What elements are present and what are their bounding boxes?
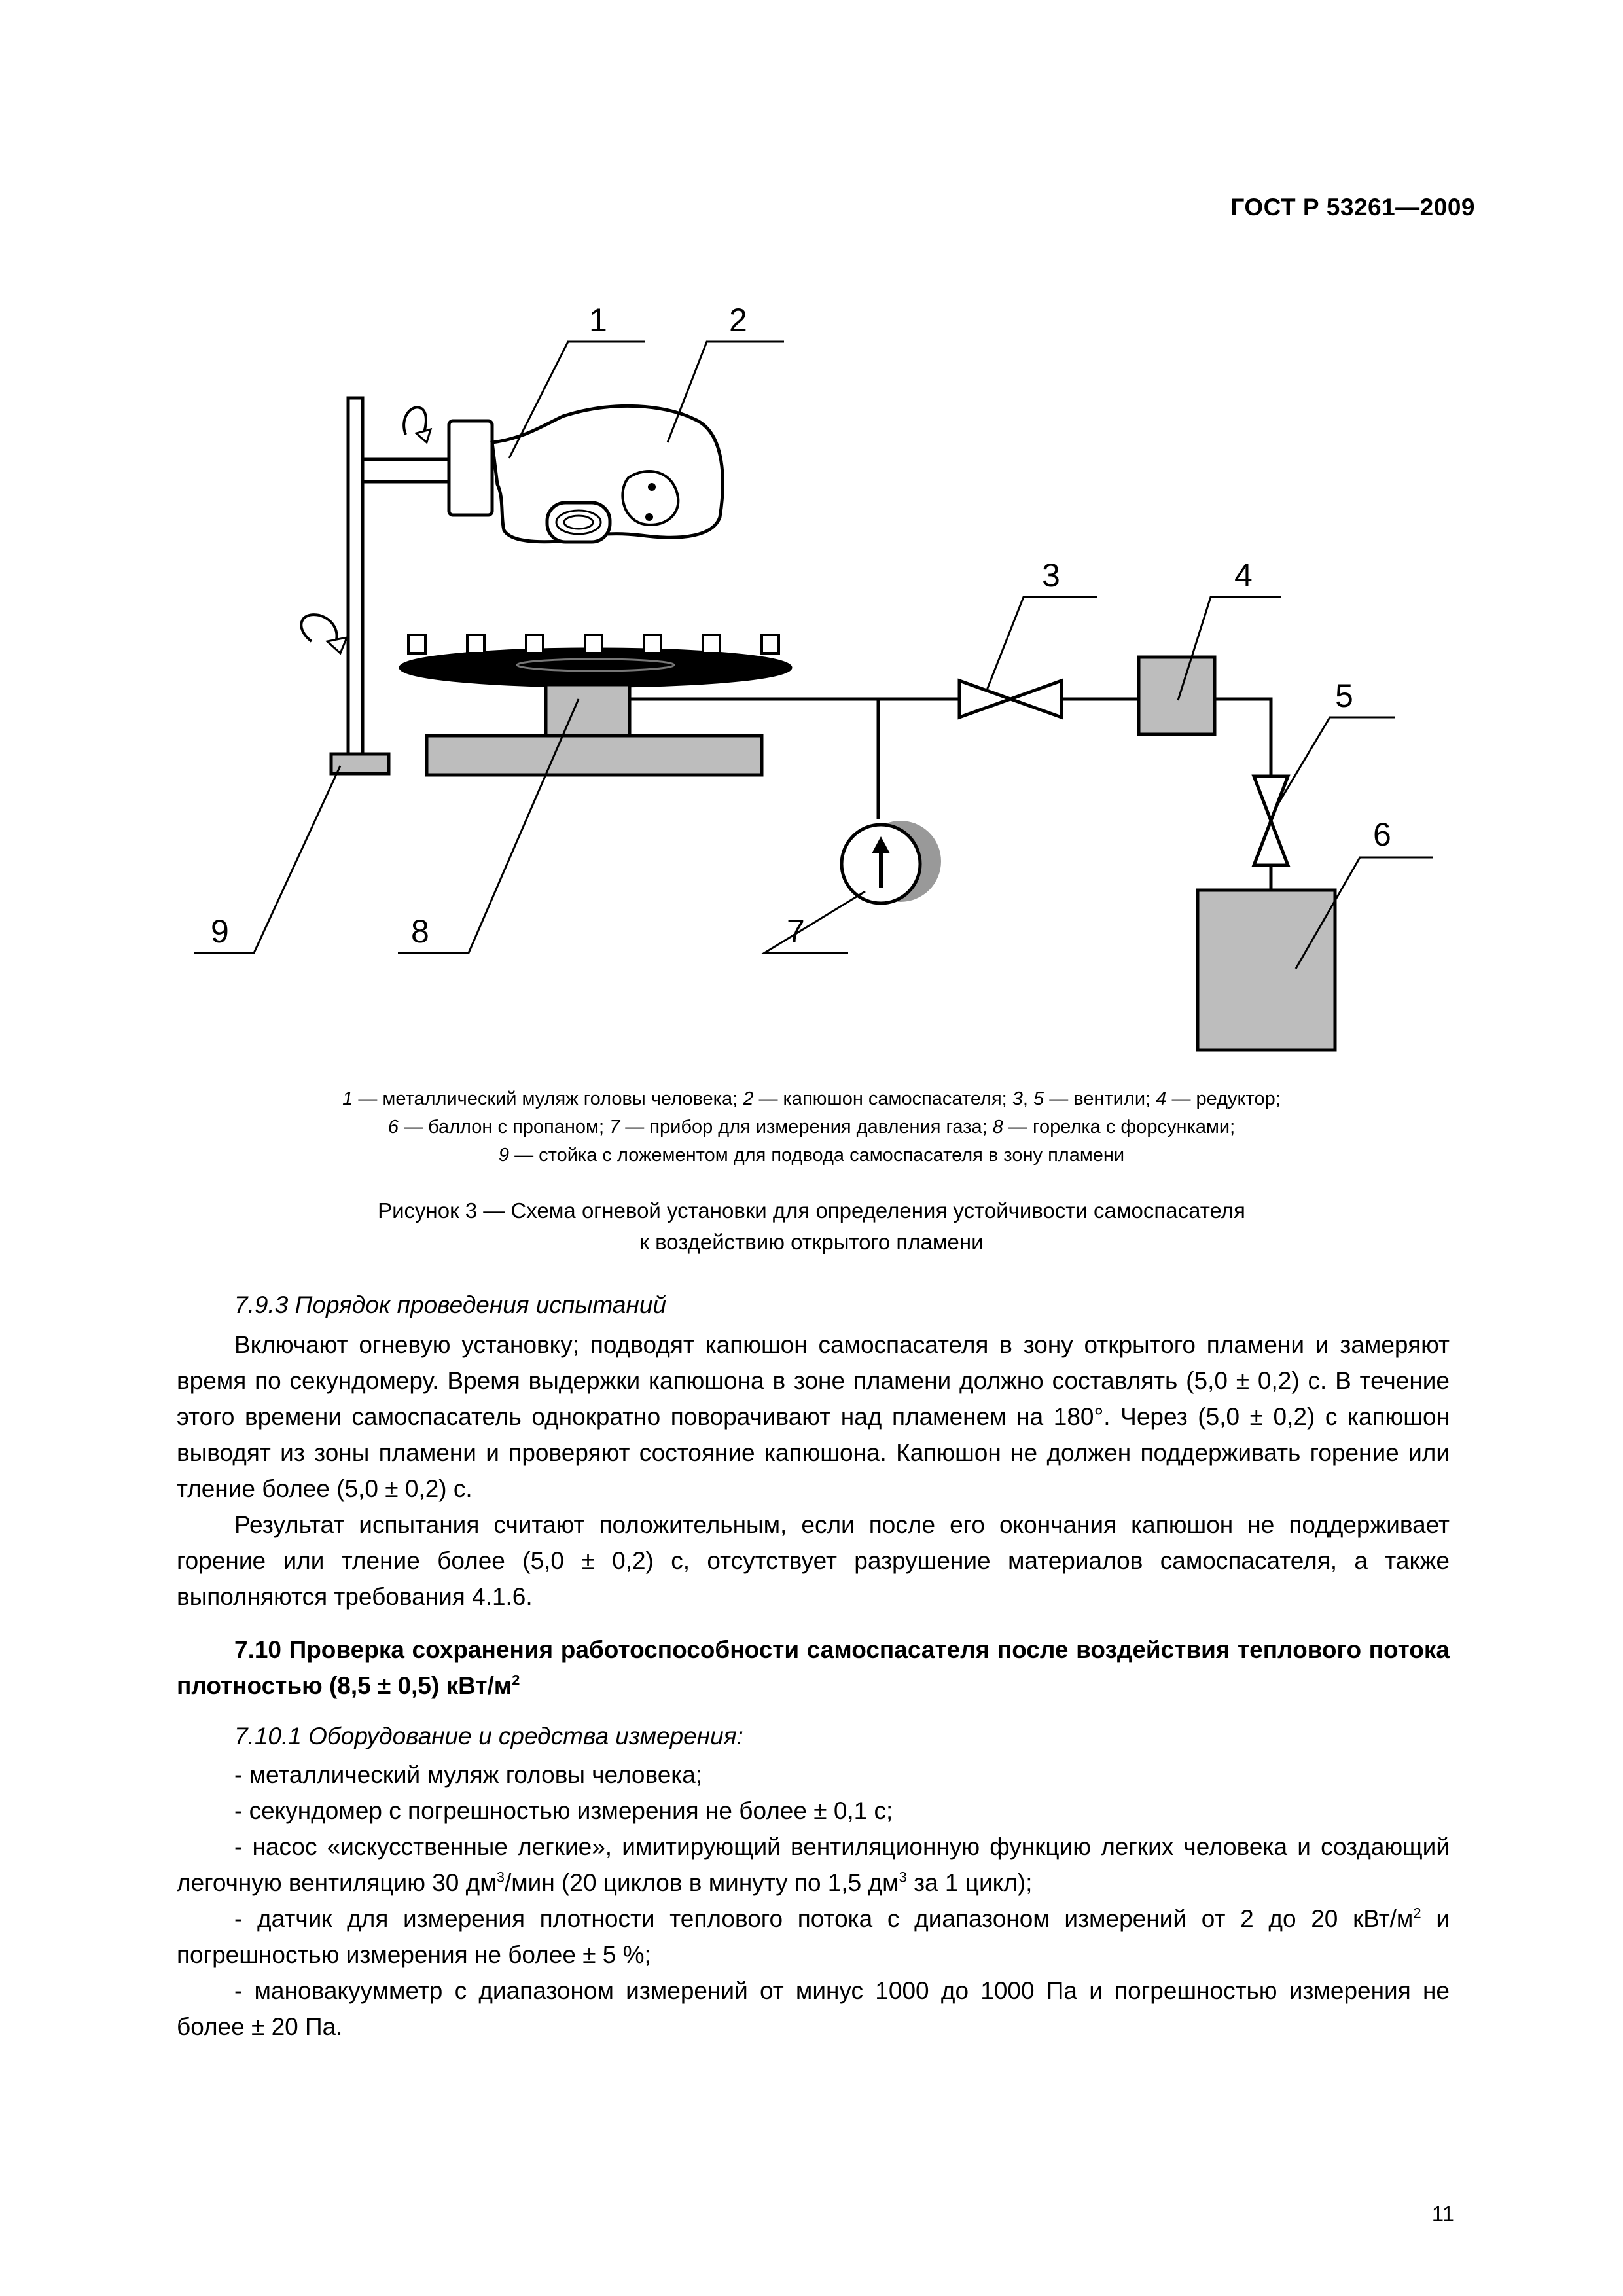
callout-5: 5: [1335, 677, 1353, 714]
stand-post: [348, 398, 363, 759]
legend-text: — баллон с пропаном;: [398, 1117, 610, 1138]
propane-cylinder-6: [1198, 890, 1335, 1050]
callout-4: 4: [1234, 557, 1253, 594]
superscript: 3: [899, 1869, 907, 1886]
list-item-text: /мин (20 циклов в минуту по 1,5 дм: [504, 1869, 899, 1896]
reducer-4: [1139, 657, 1215, 734]
legend-text: — стойка с ложементом для подвода самоспасателя в зону пламени: [509, 1145, 1125, 1166]
callout-8: 8: [411, 913, 429, 950]
list-item: [177, 1829, 1450, 1901]
list-item-text: и погрешностью измерения не более ± 5 %;: [177, 1905, 1450, 1968]
legend-text: — металлический муляж головы человека;: [353, 1088, 743, 1109]
legend-text: — вентили;: [1044, 1088, 1156, 1109]
legend-number: 9: [498, 1145, 510, 1166]
list-item-text: - датчик для измерения плотности теплового потока с диапазоном измерений от 2 до 20 кВт/м: [234, 1905, 1414, 1932]
callout-3: 3: [1042, 557, 1060, 594]
section-heading-7-9-3: 7.9.3 Порядок проведения испытаний: [234, 1291, 667, 1318]
burner-disk: [401, 649, 791, 686]
page-number: 11: [1431, 2202, 1454, 2226]
list-item-text: за 1 цикл);: [906, 1869, 1033, 1896]
callout-1: 1: [589, 302, 607, 338]
figure-legend: [196, 1085, 1427, 1170]
section-heading-text: 7.10 Проверка сохранения работоспособности самоспасателя после воздействия теплового потока плотностью (8,5 ± 0,5) кВт/м: [177, 1636, 1450, 1699]
callout-7: 7: [787, 913, 805, 950]
figure-caption: [196, 1195, 1427, 1258]
legend-text: ,: [1022, 1088, 1034, 1109]
list-item: - секундомер с погрешностью измерения не более ± 0,1 с;: [234, 1797, 893, 1824]
list-item: - мановакуумметр с диапазоном измерений от минус 1000 до 1000 Па и погрешностью измерения не более ± 20 Па.: [177, 1977, 1450, 2040]
document-body: [177, 1287, 1450, 2045]
superscript: 2: [512, 1672, 520, 1689]
list-item: - металлический муляж головы человека;: [234, 1761, 703, 1788]
superscript: 3: [496, 1869, 505, 1886]
caption-line-2: к воздействию открытого пламени: [639, 1230, 984, 1254]
superscript: 2: [1413, 1905, 1421, 1922]
legend-number: 8: [992, 1117, 1003, 1138]
figure-3-diagram: [0, 0, 1623, 1073]
legend-text: — прибор для измерения давления газа;: [620, 1117, 993, 1138]
callout-2: 2: [729, 302, 747, 338]
callout-6: 6: [1373, 816, 1391, 853]
burner-column: [546, 685, 630, 736]
stand-base: [331, 754, 389, 774]
legend-line: [196, 1113, 1427, 1141]
caption-line-1: Рисунок 3 — Схема огневой установки для определения устойчивости самоспасателя: [378, 1198, 1245, 1223]
legend-text: — редуктор;: [1166, 1088, 1281, 1109]
callout-9: 9: [211, 913, 229, 950]
head-clamp: [449, 421, 492, 515]
legend-number: 5: [1033, 1088, 1044, 1109]
legend-number: 6: [387, 1117, 399, 1138]
legend-text: — капюшон самоспасателя;: [753, 1088, 1012, 1109]
stand-arm: [363, 459, 449, 482]
legend-text: — горелка с форсунками;: [1003, 1117, 1236, 1138]
paragraph: Включают огневую установку; подводят капюшон самоспасателя в зону открытого пламени и замеряют время по секундомеру. Время выдержки капюшона в зоне пламени должно составлять (5,0 ± 0,2) с. В течение этого времени самоспасатель однократно поворачивают над пламенем на 180°. Через (5,0 ± 0,2) с капюшон выводят из зоны пламени и проверяют состояние капюшона. Капюшон не должен поддерживать горение или тление более (5,0 ± 0,2) с.: [177, 1331, 1450, 1502]
legend-number: 4: [1156, 1088, 1167, 1109]
legend-number: 7: [609, 1117, 620, 1138]
legend-number: 3: [1012, 1088, 1023, 1109]
list-item: [177, 1901, 1450, 1973]
paragraph: Результат испытания считают положительным, если после его окончания капюшон не поддерживает горение или тление более (5,0 ± 0,2) с, отсутствует разрушение материалов самоспасателя, а также выполняются требования 4.1.6.: [177, 1511, 1450, 1610]
document-code: ГОСТ Р 53261—2009: [1230, 194, 1475, 221]
valve-5: [1254, 776, 1288, 821]
section-heading-7-10-1: 7.10.1 Оборудование и средства измерения:: [234, 1723, 743, 1749]
burner-base: [427, 736, 762, 775]
valve-3: [959, 681, 1010, 717]
test-rig-schematic: [0, 0, 1623, 1073]
legend-number: 2: [743, 1088, 754, 1109]
list-item-text: - насос «искусственные легкие», имитирующий вентиляционную функцию легких человека и создающий легочную вентиляцию 30 дм: [177, 1833, 1450, 1896]
section-heading-7-10: [177, 1632, 1450, 1704]
legend-line: [196, 1085, 1427, 1113]
legend-number: 1: [342, 1088, 353, 1109]
legend-line: [196, 1141, 1427, 1170]
